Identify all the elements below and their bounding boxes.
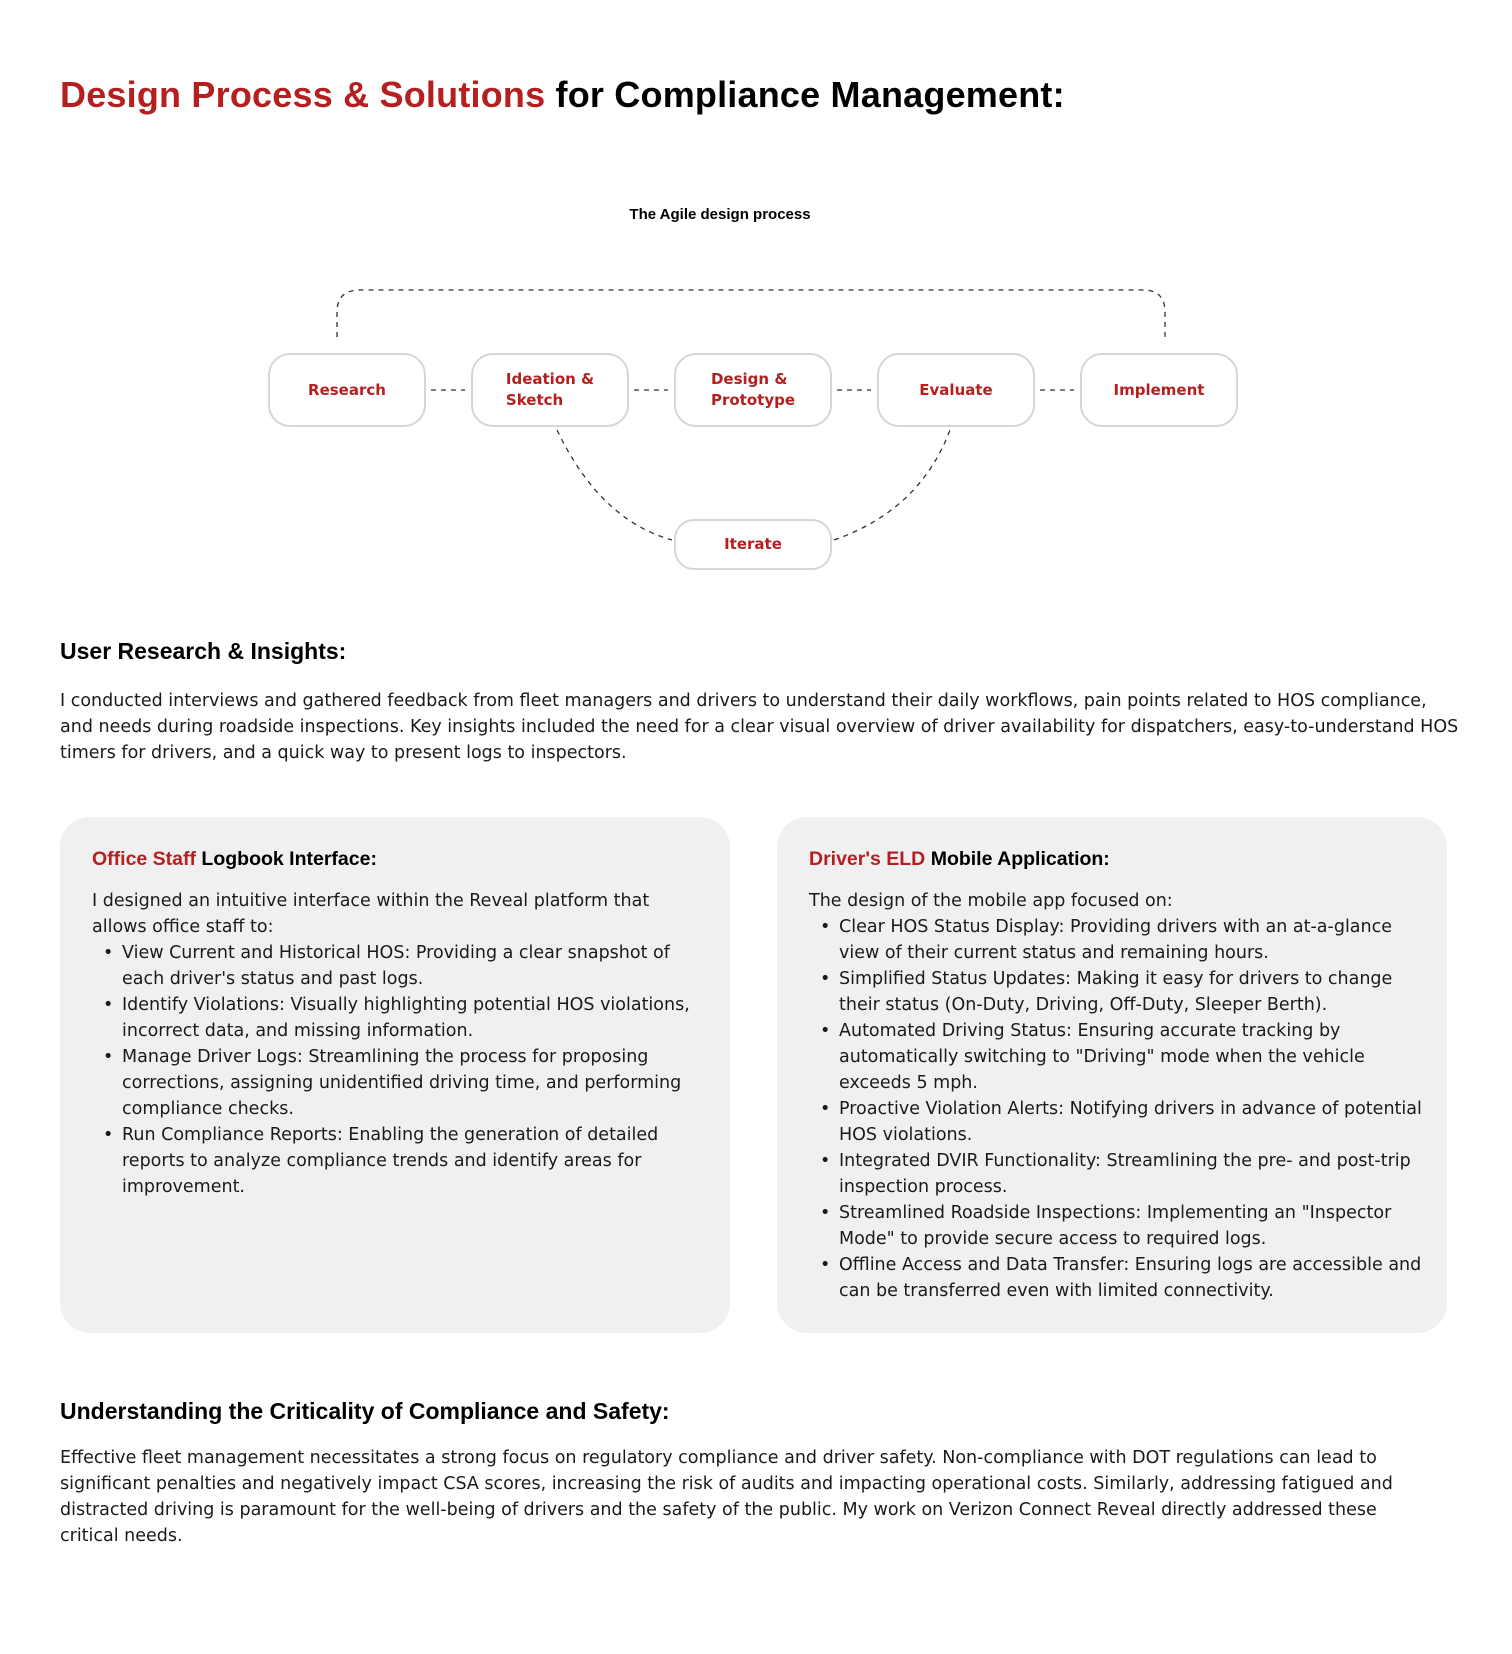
list-item: • Run Compliance Reports: Enabling the generation of detailed reports to analyze compliance trends and identify areas for improvement.: [122, 1122, 712, 1200]
step-label: Iterate: [724, 535, 782, 553]
safety-heading: Understanding the Criticality of Compliance and Safety:: [60, 1398, 670, 1424]
driver-eld-heading: [809, 848, 1110, 871]
step-label: Research: [308, 380, 386, 399]
list-item: • Offline Access and Data Transfer: Ensuring logs are accessible and can be transferred even with limited connectivity.: [839, 1252, 1429, 1304]
list-item: • Automated Driving Status: Ensuring accurate tracking by automatically switching to "Driving" mode when the vehicle exceeds 5 mph.: [839, 1018, 1429, 1096]
page-title-rest: for Compliance Management:: [545, 74, 1065, 115]
driver-eld-card: [777, 817, 1447, 1333]
research-body: I conducted interviews and gathered feedback from fleet managers and drivers to understand their daily workflows, pain points related to HOS compliance, and needs during roadside inspections. Key insights included the need for a clear visual overview of driver availability for dispatchers, easy-to-understand HOS timers for drivers, and a quick way to present logs to inspectors.: [60, 691, 1459, 763]
loop-top-connector: [337, 290, 1165, 337]
diagram-title: The Agile design process: [629, 206, 811, 223]
diagram-connectors: [0, 0, 1512, 600]
driver-eld-heading-accent: Driver's ELD: [809, 848, 926, 870]
step-research: [268, 353, 426, 427]
safety-body: Effective fleet management necessitates a strong focus on regulatory compliance and driver safety. Non-compliance with DOT regulations can lead to significant penalties and negatively impact CSA scores, increasing the risk of audits and impacting operational costs. Similarly, addressing fatigued and distracted driving is paramount for the well-being of drivers and the safety of the public. My work on Verizon Connect Reveal directly addressed these critical needs.: [60, 1448, 1393, 1546]
list-item: • Clear HOS Status Display: Providing drivers with an at-a-glance view of their current status and remaining hours.: [839, 914, 1429, 966]
step-label: Implement: [1113, 380, 1205, 399]
iterate-left-connector: [557, 430, 672, 540]
office-staff-intro: I designed an intuitive interface within the Reveal platform that allows office staff to:: [92, 891, 650, 937]
step-iterate: [674, 519, 832, 570]
step-label: Evaluate: [919, 380, 993, 399]
list-item: • Proactive Violation Alerts: Notifying drivers in advance of potential HOS violations.: [839, 1096, 1429, 1148]
office-staff-heading-rest: Logbook Interface:: [196, 848, 377, 870]
step-label: Design & Prototype: [710, 370, 796, 409]
agile-process-diagram: [0, 0, 1512, 600]
step-ideation-sketch: [471, 353, 629, 427]
page-title-accent: Design Process & Solutions: [60, 74, 546, 115]
list-item: • Simplified Status Updates: Making it easy for drivers to change their status (On-Duty, Driving, Off-Duty, Sleeper Berth).: [839, 966, 1429, 1018]
office-staff-card: [60, 817, 730, 1333]
list-item: • Manage Driver Logs: Streamlining the process for proposing corrections, assigning unidentified driving time, and performing compliance checks.: [122, 1044, 712, 1122]
step-label: Ideation & Sketch: [505, 370, 595, 409]
office-staff-heading-accent: Office Staff: [92, 848, 197, 870]
driver-eld-intro: The design of the mobile app focused on:: [809, 891, 1173, 911]
step-evaluate: [877, 353, 1035, 427]
step-implement: [1080, 353, 1238, 427]
research-heading: User Research & Insights:: [60, 638, 347, 664]
step-design-prototype: [674, 353, 832, 427]
driver-eld-heading-rest: Mobile Application:: [925, 848, 1110, 870]
office-staff-heading: [92, 848, 377, 871]
office-staff-list: [122, 940, 712, 1200]
list-item: • Identify Violations: Visually highlighting potential HOS violations, incorrect data, and missing information.: [122, 992, 712, 1044]
list-item: • Streamlined Roadside Inspections: Implementing an "Inspector Mode" to provide secure access to required logs.: [839, 1200, 1429, 1252]
iterate-right-connector: [834, 430, 950, 540]
driver-eld-list: [839, 914, 1429, 1304]
list-item: • Integrated DVIR Functionality: Streamlining the pre- and post-trip inspection process.: [839, 1148, 1429, 1200]
list-item: • View Current and Historical HOS: Providing a clear snapshot of each driver's status and past logs.: [122, 940, 712, 992]
